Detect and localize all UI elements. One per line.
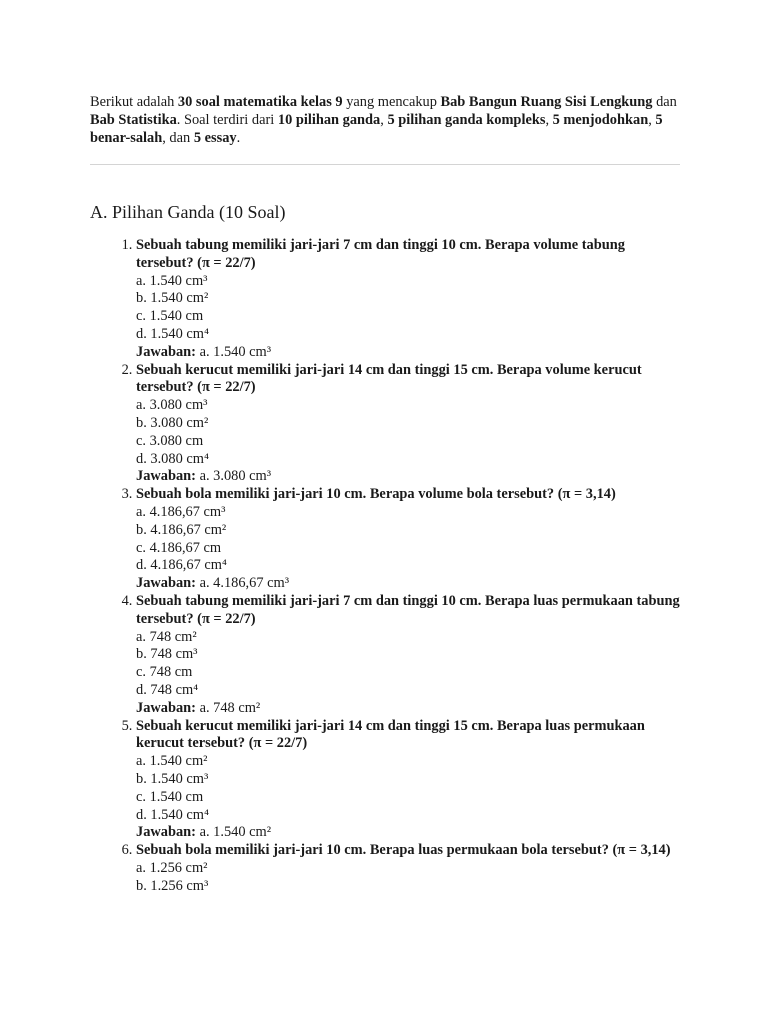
intro-bold: Bab Statistika [90,112,177,128]
question-text: 1. Sebuah tabung memiliki jari-jari 7 cm dan tinggi 10 cm. Berapa volume tabung tersebut? (π = 22/7) [136,237,625,271]
answer-option: b. 3.080 cm² [136,414,209,431]
answer-value: a. 4.186,67 cm³ [195,575,290,592]
answer-value: a. 748 cm² [195,699,261,716]
answer-option: c. 748 cm [136,664,193,681]
answer-option: d. 748 cm⁴ [136,681,199,698]
intro-bold: 5 essay [193,130,237,146]
intro-bold: 5 menjodohkan [552,112,649,128]
answer-label: Jawaban: [136,824,196,841]
intro-text: Berikut adalah [90,94,178,110]
intro-bold: 5 benar-salah [90,112,663,146]
intro-bold: 30 soal matematika kelas 9 [177,94,343,110]
question-item [136,486,680,593]
intro-text: , [648,112,656,128]
question-item [136,842,680,895]
answer-label: Jawaban: [136,468,196,485]
answer-option: b. 1.540 cm² [136,290,209,307]
intro-bold: 5 pilihan ganda kompleks [387,112,546,128]
answer-line [136,344,680,362]
intro-bold: 10 pilihan ganda [277,112,381,128]
intro-text: , dan [162,130,194,146]
answer-option: b. 4.186,67 cm² [136,521,227,538]
answer-option: a. 1.256 cm² [136,859,208,876]
section-heading: A. Pilihan Ganda (10 Soal) [90,202,286,222]
horizontal-divider [90,164,680,165]
question-item [136,593,680,718]
intro-text: dan [652,94,677,110]
question-item [136,362,680,487]
intro-text: . [236,130,241,146]
question-text: 2. Sebuah kerucut memiliki jari-jari 14 cm dan tinggi 15 cm. Berapa volume kerucut tersebut? (π = 22/7) [136,361,642,396]
answer-option: c. 1.540 cm [136,788,204,805]
answer-option: d. 4.186,67 cm⁴ [136,557,227,574]
answer-label: Jawaban: [136,699,196,716]
answer-value: a. 3.080 cm³ [195,468,272,485]
answer-option: a. 1.540 cm² [136,753,208,770]
intro-text: . Soal terdiri dari [176,112,278,128]
answer-option: d. 1.540 cm⁴ [136,806,209,823]
intro-text: yang mencakup [342,94,441,110]
answer-value: a. 1.540 cm³ [195,343,272,360]
answer-option: a. 748 cm² [136,628,197,645]
answer-option: d. 1.540 cm⁴ [136,325,209,342]
answer-value: a. 1.540 cm² [195,824,272,841]
answer-option: b. 748 cm³ [136,646,198,663]
answer-line [136,700,680,718]
intro-text: , [545,112,553,128]
answer-option: b. 1.540 cm³ [136,770,209,787]
answer-option: b. 1.256 cm³ [136,877,209,894]
answer-option: c. 1.540 cm [136,308,204,325]
answer-option: d. 3.080 cm⁴ [136,450,209,467]
answer-line [136,824,680,842]
question-text: 4. Sebuah tabung memiliki jari-jari 7 cm dan tinggi 10 cm. Berapa luas permukaan tabung tersebut? (π = 22/7) [136,592,680,627]
intro-text: , [380,112,388,128]
intro-paragraph [90,93,680,147]
answer-option: a. 1.540 cm³ [136,272,208,289]
answer-option: c. 4.186,67 cm [136,539,222,556]
question-item [136,718,680,843]
answer-option: a. 4.186,67 cm³ [136,503,226,520]
question-text: 5. Sebuah kerucut memiliki jari-jari 14 cm dan tinggi 15 cm. Berapa luas permukaan kerucut tersebut? (π = 22/7) [136,717,645,752]
intro-bold: Bab Bangun Ruang Sisi Lengkung [440,94,653,110]
question-list [90,237,680,895]
answer-line [136,468,680,486]
question-text: 3. Sebuah bola memiliki jari-jari 10 cm. Berapa volume bola tersebut? (π = 3,14) [136,486,616,503]
question-item [136,237,680,362]
question-text: 6. Sebuah bola memiliki jari-jari 10 cm. Berapa luas permukaan bola tersebut? (π = 3,14) [136,842,671,859]
answer-option: c. 3.080 cm [136,432,204,449]
document-page [90,93,680,895]
answer-option: a. 3.080 cm³ [136,397,208,414]
answer-label: Jawaban: [136,575,196,592]
answer-line [136,575,680,593]
answer-label: Jawaban: [136,343,196,360]
